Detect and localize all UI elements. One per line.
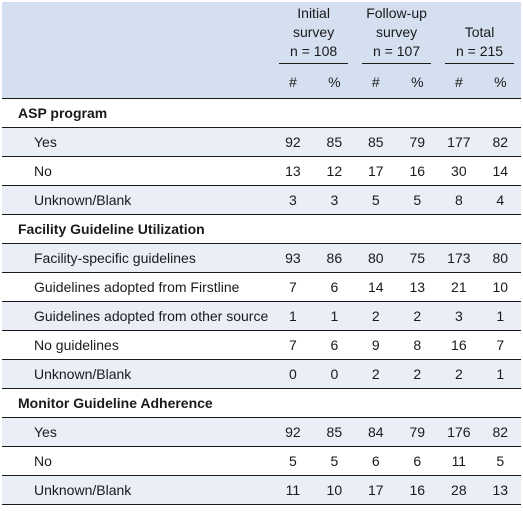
header-initial-line2: survey [292, 24, 335, 40]
percent-cell: 1 [314, 302, 355, 331]
percent-cell: 2 [397, 302, 439, 331]
percent-cell: 16 [397, 157, 439, 186]
percent-cell: 10 [314, 476, 355, 505]
count-cell: 5 [272, 447, 313, 476]
header-total-line2: Total [464, 24, 495, 40]
count-cell: 2 [355, 360, 397, 389]
count-cell: 176 [438, 418, 480, 447]
table-header [2, 2, 521, 99]
percent-cell: 6 [397, 447, 439, 476]
count-cell: 3 [438, 302, 480, 331]
header-followup-line1: Follow-up [366, 5, 427, 21]
table-row [2, 360, 521, 389]
count-cell: 11 [438, 447, 480, 476]
header-followup-survey [355, 2, 438, 66]
header-sub-count: # [288, 73, 297, 90]
count-cell: 80 [355, 244, 397, 273]
row-label: Unknown/Blank [2, 476, 272, 505]
count-cell: 0 [272, 360, 313, 389]
percent-cell: 13 [397, 273, 439, 302]
count-cell: 2 [438, 360, 480, 389]
count-cell: 5 [355, 186, 397, 215]
percent-cell: 4 [480, 186, 521, 215]
count-cell: 14 [355, 273, 397, 302]
table-row [2, 331, 521, 360]
percent-cell: 75 [397, 244, 439, 273]
count-cell: 84 [355, 418, 397, 447]
header-sub-row [2, 66, 521, 99]
header-sub-count: # [371, 73, 380, 90]
count-cell: 93 [272, 244, 313, 273]
row-label: Guidelines adopted from Firstline [2, 273, 272, 302]
header-sub-blank [2, 66, 272, 99]
section-title: Monitor Guideline Adherence [2, 389, 521, 418]
header-total [438, 2, 521, 66]
table-row [2, 476, 521, 505]
table-row [2, 186, 521, 215]
count-cell: 92 [272, 418, 313, 447]
section-title: ASP program [2, 99, 521, 128]
percent-cell: 82 [480, 418, 521, 447]
percent-cell: 79 [397, 418, 439, 447]
header-followup-line2: survey [375, 24, 418, 40]
percent-cell: 5 [480, 447, 521, 476]
header-sub-percent: % [328, 73, 341, 90]
row-label: Guidelines adopted from other source [2, 302, 272, 331]
row-label: Yes [2, 128, 272, 157]
count-cell: 1 [272, 302, 313, 331]
header-group-row [2, 2, 521, 66]
table-row [2, 302, 521, 331]
percent-cell: 12 [314, 157, 355, 186]
percent-cell: 10 [480, 273, 521, 302]
count-cell: 9 [355, 331, 397, 360]
percent-cell: 6 [314, 273, 355, 302]
table-row [2, 273, 521, 302]
row-label: Facility-specific guidelines [2, 244, 272, 273]
header-initial-survey [272, 2, 355, 66]
header-sub-percent: % [494, 73, 507, 90]
header-blank-cell [2, 2, 272, 66]
header-sub-count: # [454, 73, 463, 90]
count-cell: 85 [355, 128, 397, 157]
count-cell: 7 [272, 273, 313, 302]
table-row [2, 418, 521, 447]
header-total-line1 [439, 4, 520, 23]
table-row [2, 157, 521, 186]
percent-cell: 79 [397, 128, 439, 157]
row-label: No [2, 157, 272, 186]
section-header-row [2, 99, 521, 128]
row-label: No guidelines [2, 331, 272, 360]
percent-cell: 13 [480, 476, 521, 505]
table-row [2, 128, 521, 157]
percent-cell: 5 [397, 186, 439, 215]
percent-cell: 14 [480, 157, 521, 186]
table-body [2, 99, 521, 505]
count-cell: 2 [355, 302, 397, 331]
table-row [2, 447, 521, 476]
count-cell: 17 [355, 157, 397, 186]
percent-cell: 8 [397, 331, 439, 360]
count-cell: 92 [272, 128, 313, 157]
count-cell: 173 [438, 244, 480, 273]
header-initial-rule [279, 63, 348, 64]
count-cell: 177 [438, 128, 480, 157]
row-label: Unknown/Blank [2, 360, 272, 389]
header-followup-rule [362, 63, 431, 64]
header-total-rule [445, 63, 514, 64]
row-label: Yes [2, 418, 272, 447]
row-label: Unknown/Blank [2, 186, 272, 215]
percent-cell: 85 [314, 128, 355, 157]
header-initial-n: n = 108 [290, 43, 338, 59]
percent-cell: 80 [480, 244, 521, 273]
section-header-row [2, 389, 521, 418]
percent-cell: 6 [314, 331, 355, 360]
count-cell: 13 [272, 157, 313, 186]
header-initial-line1: Initial [297, 5, 330, 21]
percent-cell: 86 [314, 244, 355, 273]
count-cell: 17 [355, 476, 397, 505]
header-total-n: n = 215 [455, 43, 504, 59]
percent-cell: 2 [397, 360, 439, 389]
table-row [2, 244, 521, 273]
section-header-row [2, 215, 521, 244]
count-cell: 8 [438, 186, 480, 215]
percent-cell: 82 [480, 128, 521, 157]
percent-cell: 1 [480, 302, 521, 331]
count-cell: 6 [355, 447, 397, 476]
percent-cell: 16 [397, 476, 439, 505]
survey-results-table [2, 2, 521, 505]
percent-cell: 1 [480, 360, 521, 389]
count-cell: 21 [438, 273, 480, 302]
count-cell: 28 [438, 476, 480, 505]
count-cell: 3 [272, 186, 313, 215]
count-cell: 11 [272, 476, 313, 505]
percent-cell: 7 [480, 331, 521, 360]
percent-cell: 5 [314, 447, 355, 476]
section-title: Facility Guideline Utilization [2, 215, 521, 244]
percent-cell: 3 [314, 186, 355, 215]
header-sub-percent: % [411, 73, 424, 90]
percent-cell: 0 [314, 360, 355, 389]
count-cell: 16 [438, 331, 480, 360]
percent-cell: 85 [314, 418, 355, 447]
count-cell: 7 [272, 331, 313, 360]
header-followup-n: n = 107 [373, 43, 421, 59]
row-label: No [2, 447, 272, 476]
count-cell: 30 [438, 157, 480, 186]
